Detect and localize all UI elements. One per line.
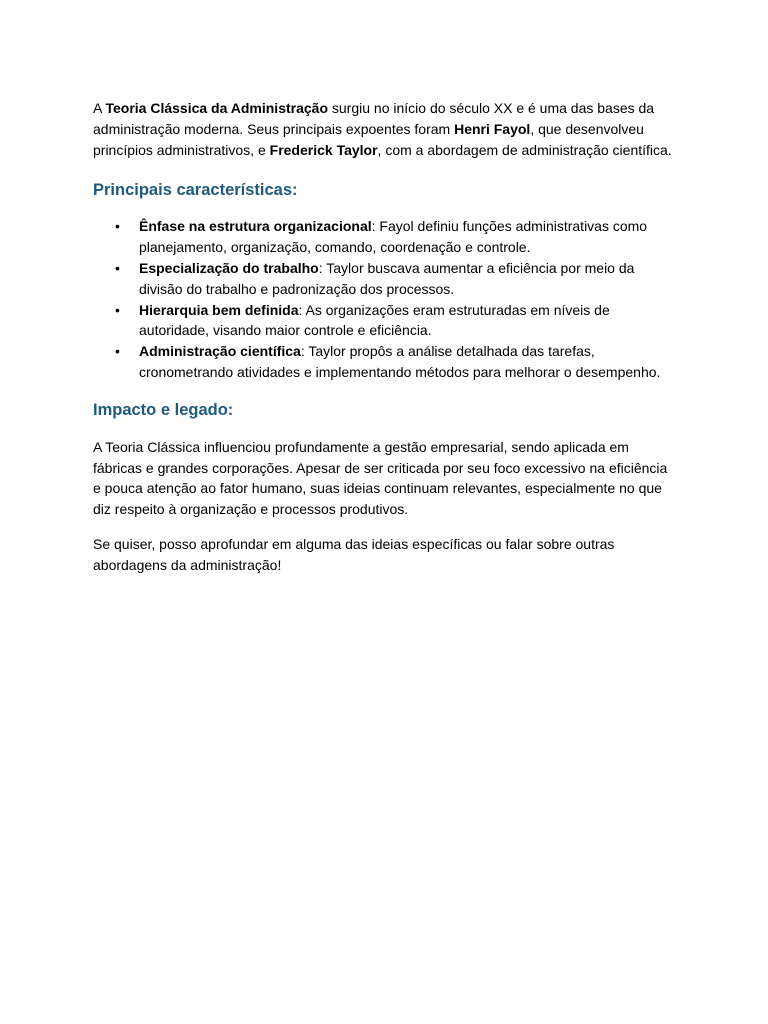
list-item	[93, 300, 678, 342]
intro-text-3: , que desenvolveu princípios administrativos, e	[93, 120, 644, 158]
list-item	[93, 258, 678, 300]
list-item-term: Especialização do trabalho	[139, 259, 319, 276]
list-item-term: Ênfase na estrutura organizacional	[139, 218, 372, 235]
intro-bold-taylor: Frederick Taylor	[269, 141, 378, 158]
bullet-icon: •	[115, 259, 120, 276]
bullet-icon: •	[115, 218, 120, 235]
list-item-text: : Taylor propôs a análise detalhada das tarefas, cronometrando atividades e implementando métodos para melhorar o desempenho.	[139, 343, 661, 380]
list-item	[93, 216, 678, 258]
intro-bold-fayol: Henri Fayol	[454, 120, 531, 137]
intro-text-4: , com a abordagem de administração científica.	[377, 141, 672, 158]
bullet-icon: •	[115, 343, 120, 360]
list-item-text: : Taylor buscava aumentar a eficiência por meio da divisão do trabalho e padronização dos processos.	[139, 259, 635, 297]
impact-paragraph: A Teoria Clássica influenciou profundamente a gestão empresarial, sendo aplicada em fábricas e grandes corporações. Apesar de ser criticada por seu foco excessivo na eficiência e pouca atenção ao fator humano, suas ideias continuam relevantes, especialmente no que diz respeito à organização e processos produtivos.	[93, 438, 668, 518]
list-item-text: : Fayol definiu funções administrativas como planejamento, organização, comando, coordenação e controle.	[139, 218, 648, 256]
closing-paragraph: Se quiser, posso aprofundar em alguma das ideias específicas ou falar sobre outras abordagens da administração!	[93, 535, 615, 573]
bullet-icon: •	[115, 301, 120, 318]
intro-bold-theory: Teoria Clássica da Administração	[105, 100, 328, 116]
impact-heading: Impacto e legado:	[93, 400, 234, 419]
document-body	[93, 98, 678, 576]
list-item-text: : As organizações eram estruturadas em níveis de autoridade, visando maior controle e eficiência.	[139, 301, 610, 339]
intro-text-2: surgiu no início do século XX e é uma das bases da administração moderna. Seus principais expoentes foram	[93, 100, 655, 137]
characteristics-heading: Principais características:	[93, 181, 298, 200]
intro-paragraph	[93, 98, 678, 160]
characteristics-list	[93, 216, 678, 382]
list-item	[93, 341, 678, 383]
intro-text-1: A	[93, 100, 106, 116]
list-item-term: Hierarquia bem definida	[139, 301, 299, 318]
list-item-term: Administração científica	[139, 343, 301, 360]
